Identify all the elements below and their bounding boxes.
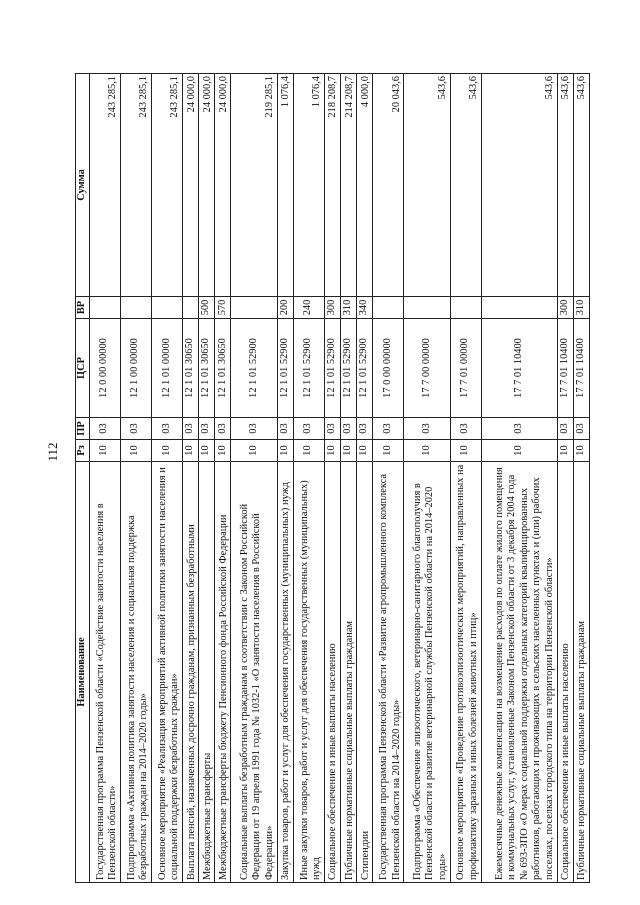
cell-pr: 03 bbox=[89, 418, 120, 440]
cell-csr: 12 0 00 00000 bbox=[89, 319, 120, 418]
cell-sum: 20 043,6 bbox=[373, 74, 404, 297]
cell-vr bbox=[404, 297, 450, 319]
cell-vr bbox=[373, 297, 404, 319]
cell-vr: 500 bbox=[199, 297, 215, 319]
cell-csr: 17 7 01 10400 bbox=[573, 319, 589, 418]
cell-rz: 10 bbox=[293, 440, 324, 462]
cell-rz: 10 bbox=[89, 440, 120, 462]
table-row bbox=[573, 74, 589, 883]
table-row bbox=[293, 74, 324, 883]
cell-sum: 543,6 bbox=[450, 74, 481, 297]
cell-pr: 03 bbox=[357, 418, 373, 440]
cell-name: Закупка товаров, работ и услуг для обеспечения государственных (муниципальных) нужд bbox=[277, 462, 293, 883]
cell-pr: 03 bbox=[199, 418, 215, 440]
cell-pr: 03 bbox=[481, 418, 557, 440]
cell-pr: 03 bbox=[277, 418, 293, 440]
cell-sum: 243 285,1 bbox=[89, 74, 120, 297]
cell-name: Выплата пенсий, назначенных досрочно гражданам, признанным безработными bbox=[182, 462, 198, 883]
table-row bbox=[199, 74, 215, 883]
cell-csr: 12 1 00 00000 bbox=[120, 319, 151, 418]
cell-name: Межбюджетные трансферты бюджету Пенсионного фонда Российской Федерации bbox=[215, 462, 231, 883]
cell-vr: 200 bbox=[277, 297, 293, 319]
cell-pr: 03 bbox=[151, 418, 182, 440]
cell-sum: 24 000,0 bbox=[199, 74, 215, 297]
cell-pr: 03 bbox=[120, 418, 151, 440]
cell-vr: 310 bbox=[573, 297, 589, 319]
cell-csr: 17 7 00 00000 bbox=[404, 319, 450, 418]
cell-rz: 10 bbox=[120, 440, 151, 462]
table-row bbox=[357, 74, 373, 883]
header-sum: Сумма bbox=[76, 74, 90, 297]
cell-name: Социальное обеспечение и иные выплаты населению bbox=[557, 462, 573, 883]
cell-pr: 03 bbox=[293, 418, 324, 440]
cell-csr: 12 1 01 30650 bbox=[199, 319, 215, 418]
cell-name: Социальные выплаты безработным гражданам в соответствии с Законом Российской Федерации от 19 апреля 1991 года № 1032-1 «О занятости населения в Российской Федерации» bbox=[231, 462, 277, 883]
cell-vr: 300 bbox=[557, 297, 573, 319]
cell-csr: 17 7 01 00000 bbox=[450, 319, 481, 418]
cell-csr: 17 7 01 10400 bbox=[481, 319, 557, 418]
cell-sum: 214 208,7 bbox=[340, 74, 356, 297]
table-row bbox=[450, 74, 481, 883]
cell-vr: 240 bbox=[293, 297, 324, 319]
cell-rz: 10 bbox=[324, 440, 340, 462]
cell-rz: 10 bbox=[373, 440, 404, 462]
cell-csr: 12 1 01 30650 bbox=[215, 319, 231, 418]
cell-name: Социальное обеспечение и иные выплаты населению bbox=[324, 462, 340, 883]
cell-csr: 12 1 01 52900 bbox=[340, 319, 356, 418]
table-header-row bbox=[76, 74, 90, 883]
cell-pr: 03 bbox=[324, 418, 340, 440]
cell-rz: 10 bbox=[357, 440, 373, 462]
cell-rz: 10 bbox=[199, 440, 215, 462]
cell-sum: 543,6 bbox=[404, 74, 450, 297]
cell-vr bbox=[151, 297, 182, 319]
cell-name: Стипендии bbox=[357, 462, 373, 883]
cell-pr: 03 bbox=[450, 418, 481, 440]
table-row bbox=[182, 74, 198, 883]
cell-vr bbox=[450, 297, 481, 319]
table-row bbox=[151, 74, 182, 883]
cell-csr: 12 1 01 52900 bbox=[231, 319, 277, 418]
cell-sum: 4 000,0 bbox=[357, 74, 373, 297]
table-row bbox=[373, 74, 404, 883]
cell-vr: 310 bbox=[340, 297, 356, 319]
cell-sum: 24 000,0 bbox=[215, 74, 231, 297]
cell-rz: 10 bbox=[481, 440, 557, 462]
cell-pr: 03 bbox=[215, 418, 231, 440]
cell-vr: 340 bbox=[357, 297, 373, 319]
table-row bbox=[404, 74, 450, 883]
header-vr: ВР bbox=[76, 297, 90, 319]
cell-rz: 10 bbox=[231, 440, 277, 462]
table-row bbox=[340, 74, 356, 883]
cell-rz: 10 bbox=[450, 440, 481, 462]
cell-name: Межбюджетные трансферты bbox=[199, 462, 215, 883]
cell-name: Подпрограмма «Активная политика занятости населения и социальная поддержка безработных граждан на 2014–2020 годы» bbox=[120, 462, 151, 883]
table-row bbox=[231, 74, 277, 883]
cell-vr: 300 bbox=[324, 297, 340, 319]
cell-csr: 12 1 01 52900 bbox=[293, 319, 324, 418]
cell-csr: 12 1 01 52900 bbox=[357, 319, 373, 418]
cell-sum: 24 000,0 bbox=[182, 74, 198, 297]
cell-csr: 12 1 01 30650 bbox=[182, 319, 198, 418]
cell-rz: 10 bbox=[557, 440, 573, 462]
header-pr: ПР bbox=[76, 418, 90, 440]
cell-name: Иные закупки товаров, работ и услуг для обеспечения государственных (муниципальных) нужд bbox=[293, 462, 324, 883]
cell-vr bbox=[231, 297, 277, 319]
header-csr: ЦСР bbox=[76, 319, 90, 418]
table-row bbox=[481, 74, 557, 883]
cell-pr: 03 bbox=[573, 418, 589, 440]
cell-rz: 10 bbox=[151, 440, 182, 462]
cell-csr: 12 1 01 00000 bbox=[151, 319, 182, 418]
cell-vr bbox=[481, 297, 557, 319]
cell-rz: 10 bbox=[340, 440, 356, 462]
cell-name: Государственная программа Пензенской области «Содействие занятости населения в Пензенской области» bbox=[89, 462, 120, 883]
table-row bbox=[215, 74, 231, 883]
budget-table-container bbox=[75, 74, 590, 883]
cell-vr bbox=[182, 297, 198, 319]
cell-pr: 03 bbox=[373, 418, 404, 440]
cell-name: Основное мероприятие «Реализация мероприятий активной политики занятости населения и социальной поддержки безработных граждан» bbox=[151, 462, 182, 883]
cell-sum: 1 076,4 bbox=[293, 74, 324, 297]
cell-sum: 243 285,1 bbox=[120, 74, 151, 297]
cell-sum: 1 076,4 bbox=[277, 74, 293, 297]
cell-sum: 543,6 bbox=[481, 74, 557, 297]
cell-rz: 10 bbox=[182, 440, 198, 462]
table-row bbox=[89, 74, 120, 883]
cell-pr: 03 bbox=[182, 418, 198, 440]
cell-rz: 10 bbox=[404, 440, 450, 462]
cell-pr: 03 bbox=[557, 418, 573, 440]
cell-name: Публичные нормативные социальные выплаты гражданам bbox=[340, 462, 356, 883]
cell-name: Публичные нормативные социальные выплаты гражданам bbox=[573, 462, 589, 883]
header-rz: Рз bbox=[76, 440, 90, 462]
header-name: Наименование bbox=[76, 462, 90, 883]
cell-name: Основное мероприятие «Проведение противоэпизоотических мероприятий, направленных на профилактику заразных и иных болезней животных и птиц» bbox=[450, 462, 481, 883]
cell-pr: 03 bbox=[340, 418, 356, 440]
table-row bbox=[120, 74, 151, 883]
cell-name: Государственная программа Пензенской области «Развитие агропромышленного комплекса Пензенской области на 2014–2020 годы» bbox=[373, 462, 404, 883]
cell-sum: 243 285,1 bbox=[151, 74, 182, 297]
cell-csr: 12 1 01 52900 bbox=[277, 319, 293, 418]
cell-csr: 12 1 01 52900 bbox=[324, 319, 340, 418]
cell-rz: 10 bbox=[277, 440, 293, 462]
table-row bbox=[324, 74, 340, 883]
cell-rz: 10 bbox=[573, 440, 589, 462]
cell-rz: 10 bbox=[215, 440, 231, 462]
cell-sum: 218 208,7 bbox=[324, 74, 340, 297]
cell-name: Ежемесячные денежные компенсации на возмещение расходов по оплате жилого помещения и коммунальных услуг, установленные Законом Пензенской области от 3 декабря 2004 года № 693-ЗПО «О мерах социальной поддержки отдельных категорий квалифицированных работников, работающих и проживающих в сельских населенных пунктах и (или) рабочих поселках, поселках городского типа на территории Пензенской области» bbox=[481, 462, 557, 883]
cell-sum: 543,6 bbox=[573, 74, 589, 297]
cell-pr: 03 bbox=[404, 418, 450, 440]
budget-table bbox=[75, 73, 590, 883]
cell-name: Подпрограмма «Обеспечение эпизоотического, ветеринарно-санитарного благополучия в Пензенской области и развитие ветеринарной службы Пензенской области на 2014–2020 годы» bbox=[404, 462, 450, 883]
page-number: 112 bbox=[45, 442, 60, 462]
cell-sum: 543,6 bbox=[557, 74, 573, 297]
table-row bbox=[557, 74, 573, 883]
cell-vr bbox=[120, 297, 151, 319]
cell-pr: 03 bbox=[231, 418, 277, 440]
cell-csr: 17 7 01 10400 bbox=[557, 319, 573, 418]
table-row bbox=[277, 74, 293, 883]
cell-sum: 219 285,1 bbox=[231, 74, 277, 297]
cell-csr: 17 0 00 00000 bbox=[373, 319, 404, 418]
cell-vr: 570 bbox=[215, 297, 231, 319]
cell-vr bbox=[89, 297, 120, 319]
